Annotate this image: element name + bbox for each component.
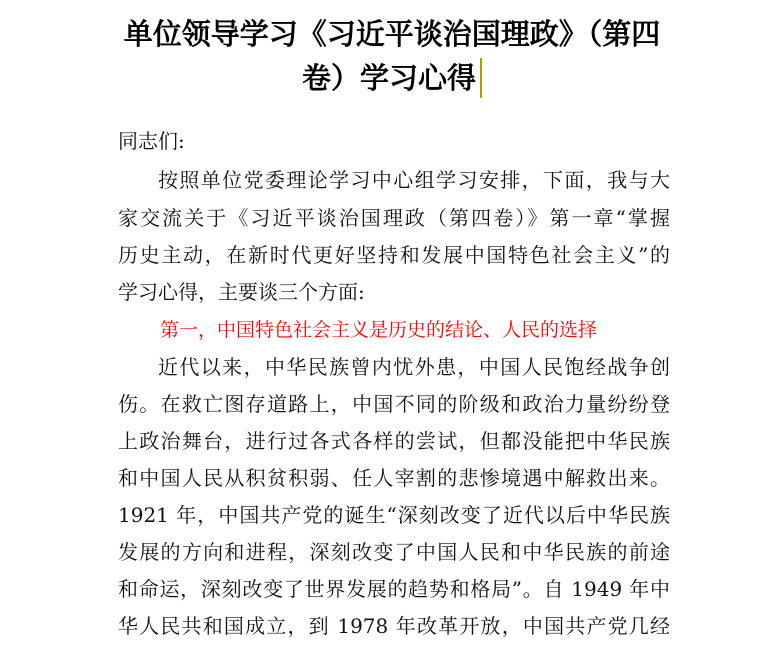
paragraph-2-line-8: 华人民共和国成立，到 1978 年改革开放，中国共产党几经	[118, 614, 670, 638]
paragraph-2-line-5: 1921 年，中国共产党的诞生“深刻改变了近代以后中华民族	[118, 503, 670, 527]
paragraph-2-line-7: 和命运，深刻改变了世界发展的趋势和格局”。自 1949 年中	[118, 577, 670, 601]
document-title-line-2	[110, 58, 674, 100]
paragraph-1-line-2: 家交流关于《习近平谈治国理政（第四卷）》第一章“掌握	[118, 206, 670, 230]
paragraph-2-line-3: 上政治舞台，进行过各式各样的尝试，但都没能把中华民族	[118, 429, 670, 453]
paragraph-1-line-1: 按照单位党委理论学习中心组学习安排，下面，我与大	[158, 168, 670, 192]
paragraph-1-line-4: 学习心得，主要谈三个方面:	[118, 280, 365, 304]
paragraph-2-line-6: 发展的方向和进程，深刻改变了中国人民和中华民族的前途	[118, 540, 670, 564]
text-cursor	[480, 58, 482, 98]
paragraph-2-line-1: 近代以来，中华民族曾内忧外患，中国人民饱经战争创	[158, 355, 670, 379]
paragraph-2-line-2: 伤。在救亡图存道路上，中国不同的阶级和政治力量纷纷登	[118, 392, 670, 416]
document-title-text-2: 卷）学习心得	[301, 61, 476, 95]
salutation: 同志们:	[118, 129, 185, 153]
paragraph-2-line-4: 和中国人民从积贫积弱、任人宰割的悲惨境遇中解救出来。	[118, 466, 670, 490]
document-title-line-1: 单位领导学习《习近平谈治国理政》（第四	[123, 17, 661, 51]
paragraph-1-line-3: 历史主动，在新时代更好坚持和发展中国特色社会主义”的	[118, 243, 670, 267]
section-heading-1: 第一，中国特色社会主义是历史的结论、人民的选择	[160, 319, 598, 341]
